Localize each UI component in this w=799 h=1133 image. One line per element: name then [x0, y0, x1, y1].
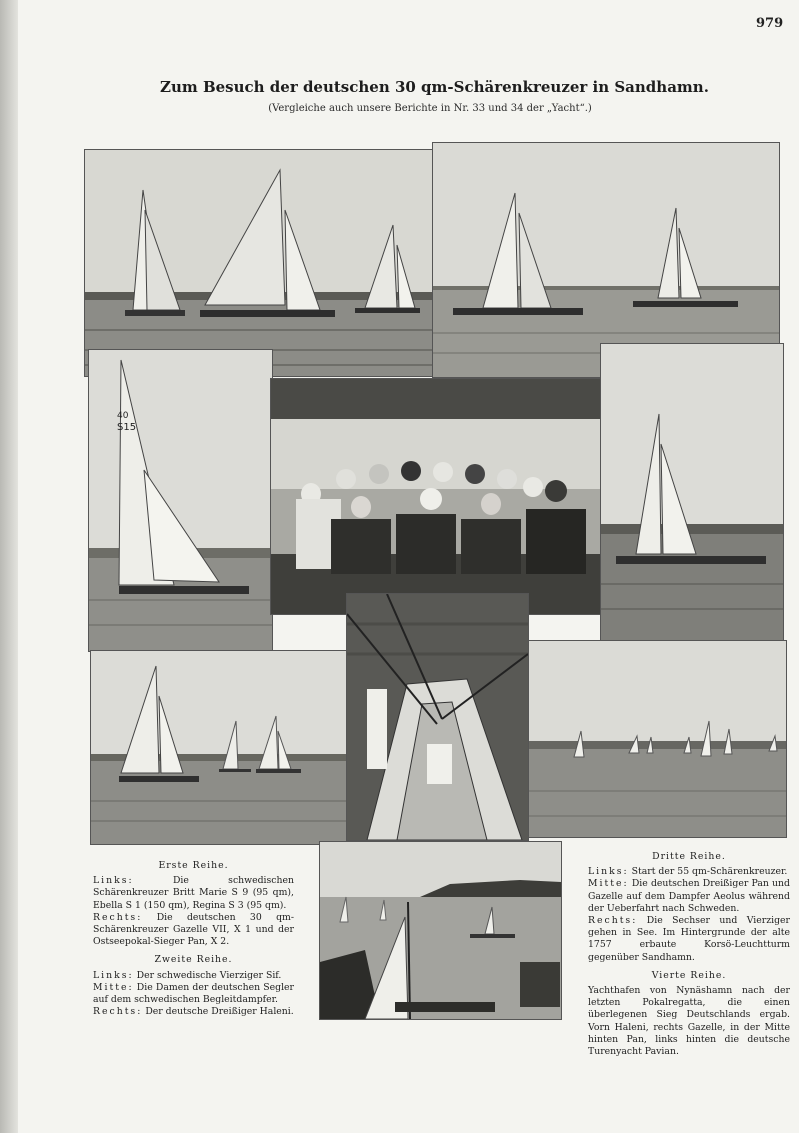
caption-left — [93, 860, 294, 1018]
page-subtitle: (Vergleiche auch unsere Berichte in Nr. 33 und 34 der „Yacht“.) — [268, 103, 592, 114]
caption-label: Links: — [93, 875, 134, 887]
caption-label: Links: — [588, 866, 629, 878]
photo-harbour-nynashamn — [319, 841, 562, 1020]
caption-third-row-left — [588, 866, 790, 878]
caption-second-row-left — [93, 970, 294, 982]
page-title: Zum Besuch der deutschen 30 qm-Schärenkreuzer in Sandhamn. — [160, 78, 709, 96]
photo-boats-going-to-sea — [528, 640, 787, 838]
caption-second-row-middle — [93, 982, 294, 1006]
page-binding-edge — [0, 0, 18, 1133]
caption-text: Die schwedischen Schärenkreuzer Britt Marie S 9 (95 qm), Ebella S 1 (150 qm), Regina S 3 (95 qm). — [93, 875, 294, 911]
caption-second-row-right — [93, 1006, 294, 1018]
photo-boats-at-start — [90, 650, 348, 845]
caption-text: Der deutsche Dreißiger Haleni. — [145, 1006, 294, 1018]
caption-text: Start der 55 qm-Schärenkreuzer. — [631, 866, 788, 878]
caption-third-row-middle — [588, 878, 790, 915]
svg-text:40: 40 — [117, 411, 129, 421]
caption-label: Rechts: — [588, 915, 638, 927]
svg-text:S15: S15 — [117, 422, 137, 433]
caption-label: Mitte: — [588, 878, 629, 890]
caption-first-row-right — [93, 912, 294, 949]
caption-label: Links: — [93, 969, 134, 981]
caption-heading-fourth-row: Vierte Reihe. — [651, 969, 727, 981]
caption-heading-third-row: Dritte Reihe. — [652, 851, 726, 862]
caption-text: Der schwedische Vierziger Sif. — [136, 969, 282, 981]
caption-fourth-row: Yachthafen von Nynäshamn nach der letzten Pokalregatta, die einen überlegenen Sieg Deutschlands ergab. Vorn Haleni, rechts Gazelle, in der Mitte hinten Pan, links hinten die deutsche Turenyacht Pavian. — [588, 985, 790, 1058]
caption-text: Die deutschen 30 qm-Schärenkreuzer Gazelle VII, X 1 und der Ostseepokal-Sieger Pan, X 2. — [93, 911, 294, 948]
photo-ladies-on-steamer — [270, 378, 601, 615]
caption-third-row-right — [588, 915, 790, 964]
page-number: 979 — [756, 16, 784, 31]
caption-text: Die Sechser und Vierziger gehen in See. Im Hintergrunde der alte 1757 erbaute Korsö-Leuchtturm gegenüber Sandhamn. — [588, 915, 790, 963]
caption-text: Die deutschen Dreißiger Pan und Gazelle auf dem Dampfer Aeolus während der Ueberfahrt nach Schweden. — [588, 878, 790, 914]
photo-three-sailboats — [84, 149, 433, 377]
caption-right — [588, 851, 790, 1058]
caption-label: Rechts: — [93, 1006, 143, 1018]
caption-first-row-left — [93, 875, 294, 912]
photo-vierziger-sif — [88, 349, 273, 652]
caption-text: Die Damen der deutschen Segler auf dem schwedischen Begleitdampfer. — [93, 981, 294, 1006]
caption-heading-first-row: Erste Reihe. — [158, 860, 229, 871]
caption-heading-second-row: Zweite Reihe. — [154, 954, 233, 966]
caption-label: Rechts: — [93, 911, 143, 923]
photo-dreissiger-haleni — [600, 343, 784, 643]
photo-view-from-mast — [346, 593, 529, 841]
caption-label: Mitte: — [93, 981, 134, 993]
